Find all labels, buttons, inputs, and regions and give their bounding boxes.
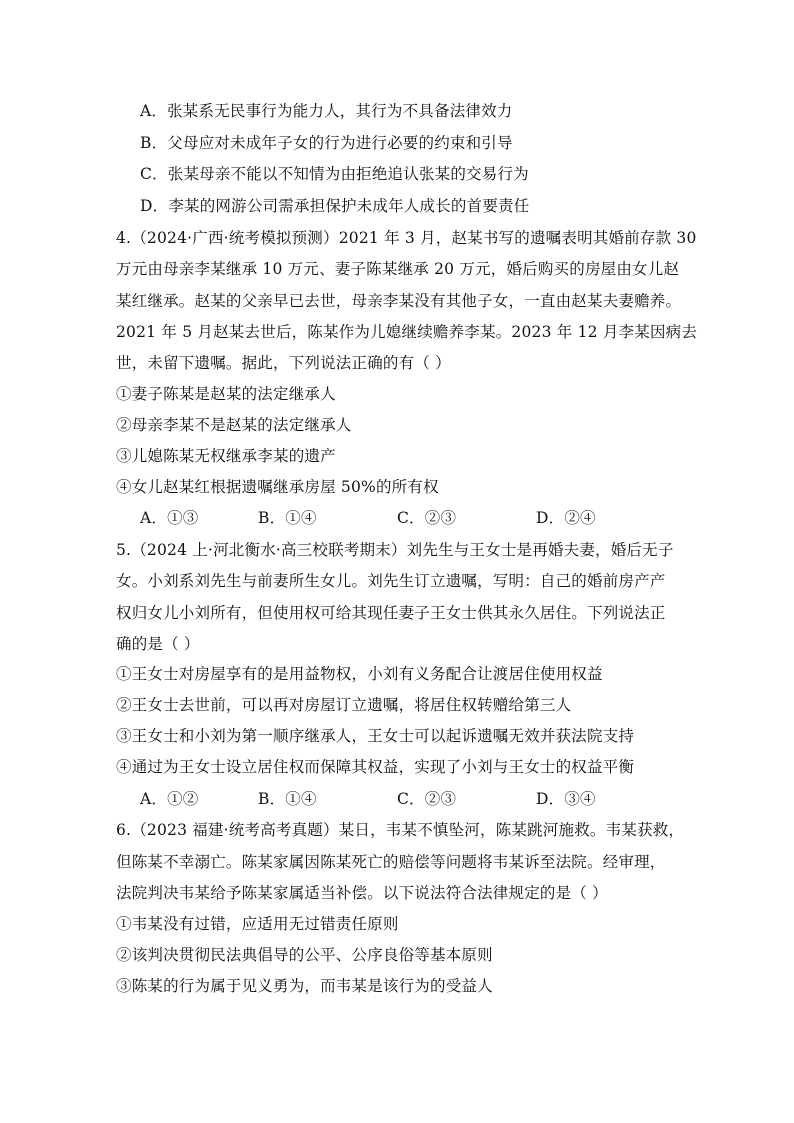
q4-choice-b: B．①④ — [258, 509, 317, 527]
q5-choice-b: B．①④ — [258, 790, 317, 808]
q4-choice-d: D．②④ — [536, 509, 596, 527]
q5-choices — [140, 789, 596, 809]
q5-statement-1: ①王女士对房屋享有的是用益物权，小刘有义务配合让渡居住使用权益 — [116, 665, 603, 683]
q4-text-line: 4.（2024·广西·统考模拟预测）2021 年 3 月，赵某书写的遗嘱表明其婚前存款 30 — [116, 229, 697, 247]
q4-choice-a: A．①③ — [140, 509, 199, 527]
q5-choice-c: C．②③ — [397, 790, 457, 808]
q5-choice-a: A．①② — [140, 790, 199, 808]
q6-text-line: 但陈某不幸溺亡。陈某家属因陈某死亡的赔偿等问题将韦某诉至法院。经审理， — [116, 853, 666, 871]
q4-text-line: 万元由母亲李某继承 10 万元、妻子陈某继承 20 万元，婚后购买的房屋由女儿赵 — [116, 260, 680, 278]
q6-text-line: 法院判决韦某给予陈某家属适当补偿。以下说法符合法律规定的是（ ） — [116, 884, 608, 902]
q6-statement-3: ③陈某的行为属于见义勇为，而韦某是该行为的受益人 — [116, 977, 493, 995]
q4-text-line: 世，未留下遗嘱。据此，下列说法正确的有（ ） — [116, 354, 451, 372]
q5-statement-2: ②王女士去世前，可以再对房屋订立遗嘱，将居住权转赠给第三人 — [116, 696, 572, 714]
q3-option-a: A．张某系无民事行为能力人，其行为不具备法律效力 — [140, 102, 513, 120]
q4-choice-c: C．②③ — [397, 509, 457, 527]
q5-text-line: 权归女儿小刘所有，但使用权可给其现任妻子王女士供其永久居住。下列说法正 — [116, 604, 666, 622]
q5-text-line: 女。小刘系刘先生与前妻所生女儿。刘先生订立遗嘱，写明：自己的婚前房产产 — [116, 572, 666, 590]
q6-statement-1: ①韦某没有过错，应适用无过错责任原则 — [116, 915, 399, 933]
q3-option-b: B．父母应对未成年子女的行为进行必要的约束和引导 — [140, 134, 513, 152]
q6-text-line: 6.（2023 福建·统考高考真题）某日，韦某不慎坠河，陈某跳河施救。韦某获救， — [116, 821, 685, 839]
q4-statement-3: ③儿媳陈某无权继承李某的遗产 — [116, 447, 336, 465]
q5-statement-3: ③王女士和小刘为第一顺序继承人，王女士可以起诉遗嘱无效并获法院支持 — [116, 727, 635, 745]
q5-choice-d: D．③④ — [536, 790, 596, 808]
q4-statement-1: ①妻子陈某是赵某的法定继承人 — [116, 385, 336, 403]
q3-option-c: C．张某母亲不能以不知情为由拒绝追认张某的交易行为 — [140, 165, 529, 183]
q3-option-d: D．李某的网游公司需承担保护未成年人成长的首要责任 — [140, 197, 530, 215]
q4-text-line: 2021 年 5 月赵某去世后，陈某作为儿媳继续赡养李某。2023 年 12 月李某因病去 — [116, 323, 698, 341]
q6-statement-2: ②该判决贯彻民法典倡导的公平、公序良俗等基本原则 — [116, 946, 493, 964]
q4-statement-2: ②母亲李某不是赵某的法定继承人 — [116, 416, 352, 434]
q5-statement-4: ④通过为王女士设立居住权而保障其权益，实现了小刘与王女士的权益平衡 — [116, 758, 635, 776]
q4-statement-4: ④女儿赵某红根据遗嘱继承房屋 50%的所有权 — [116, 478, 439, 496]
q4-text-line: 某红继承。赵某的父亲早已去世，母亲李某没有其他子女，一直由赵某夫妻赡养。 — [116, 292, 682, 310]
q4-choices — [140, 508, 596, 528]
q5-text-line: 确的是（ ） — [116, 635, 200, 653]
q5-text-line: 5.（2024 上·河北衡水·高三校联考期末）刘先生与王女士是再婚夫妻，婚后无子 — [116, 541, 674, 559]
